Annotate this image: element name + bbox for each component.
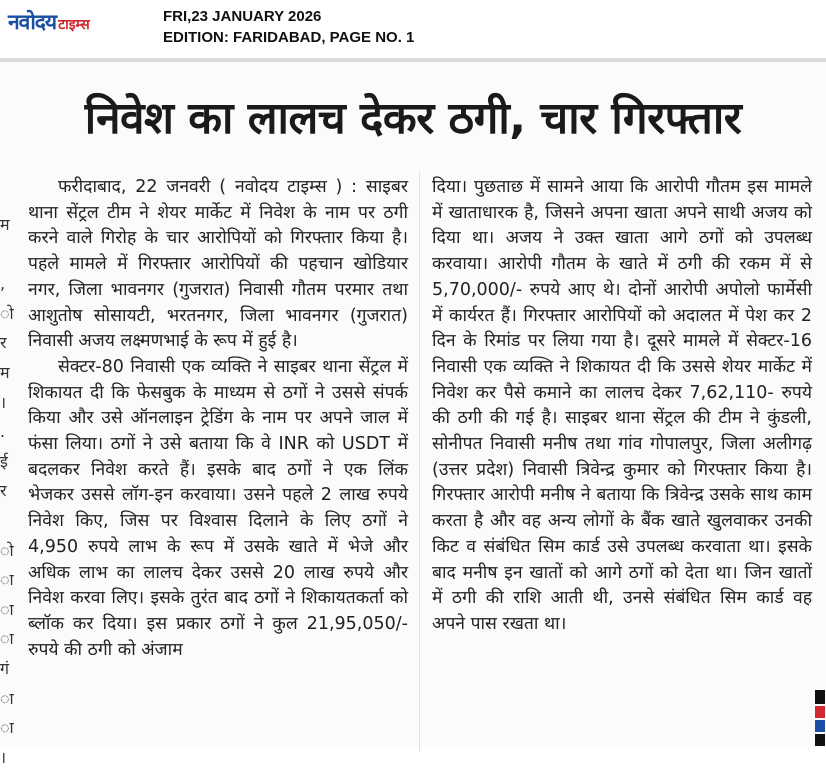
column1-paragraph-2: सेक्टर-80 निवासी एक व्यक्ति ने साइबर थाना सेंट्रल में शिकायत दी कि फेसबुक के माध्यम से ठगों ने उससे संपर्क किया और उसे ऑनलाइन ट्रेडिंग के नाम पर अपने जाल में फंसा लिया। ठगों ने उसे बताया कि वे INR को USDT में बदलकर निवेश करते हैं। इसके बाद ठगों ने एक लिंक भेजकर उससे लॉग-इन करवाया। उसने पहले 2 लाख रुपये निवेश किए, जिस पर विश्वास दिलाने के लिए ठगों ने 4,950 रुपये लाभ के रूप में उसके खाते में भेजे और अधिक लाभ का लालच देकर उससे 20 लाख रुपये और निवेश करवा लिए। इसके तुरंत बाद ठगों ने शिकायतकर्ता को ब्लॉक कर दिया। इस प्रकार ठगों ने कुल 21,95,050/- रुपये की ठगी को अंजाम bbox=[28, 356, 408, 660]
previous-column-fragment-char: म bbox=[0, 215, 10, 234]
previous-column-fragment-char: ई bbox=[0, 451, 8, 471]
article-headline: निवेश का लालच देकर ठगी, चार गिरफ्तार bbox=[84, 93, 742, 144]
previous-column-fragment-char: ा bbox=[0, 629, 14, 649]
previous-column-fragment-char: ा bbox=[0, 718, 14, 738]
column1-paragraph-1: फरीदाबाद, 22 जनवरी ( नवोदय टाइम्स ) : साइबर थाना सेंट्रल टीम ने शेयर मार्केट में निवेश के नाम पर ठगी करने वाले गिरोह के चार आरोपियों को गिरफ्तार किया है। पहले मामले में गिरफ्तार आरोपियों की पहचान खोडियार नगर, जिला भावनगर (गुजरात) निवासी गौतम परमार तथा आशुतोष सोसायटी, भरतनगर, जिला भावनगर (गुजरात) निवासी अजय लक्ष्मणभाई के रूप में हुई है। bbox=[28, 177, 408, 352]
edition-line: EDITION: FARIDABAD, PAGE NO. 1 bbox=[163, 29, 415, 46]
previous-column-fragment-char: ा bbox=[0, 688, 14, 708]
previous-column-fragment-char: ा bbox=[0, 599, 14, 619]
previous-column-fragment-char: ो bbox=[0, 540, 14, 560]
article-clipping bbox=[0, 62, 826, 767]
previous-column-fragment-char: । bbox=[0, 747, 7, 767]
previous-column-fragment-char: म bbox=[0, 362, 10, 382]
previous-column-fragment bbox=[0, 210, 14, 772]
article-column-1 bbox=[28, 175, 408, 663]
previous-column-fragment-char: । bbox=[0, 392, 7, 412]
logo-sub-text: टाइम्स bbox=[58, 17, 90, 33]
previous-column-fragment-char: र bbox=[0, 481, 7, 501]
article-column-2 bbox=[432, 175, 812, 638]
previous-column-fragment-char: गं bbox=[0, 658, 10, 678]
masthead bbox=[0, 0, 826, 56]
previous-column-fragment-char: ा bbox=[0, 570, 14, 590]
previous-column-fragment-char: ो bbox=[0, 303, 14, 323]
date-line: FRI,23 JANUARY 2026 bbox=[163, 8, 322, 25]
previous-column-fragment-char: र bbox=[0, 333, 7, 353]
previous-column-fragment-char bbox=[0, 506, 14, 536]
logo-main-text: नवोदय bbox=[8, 10, 57, 34]
edition-info bbox=[163, 6, 414, 48]
edge-ad-icon bbox=[815, 690, 825, 746]
newspaper-logo[interactable] bbox=[8, 8, 90, 32]
previous-column-fragment-char bbox=[0, 240, 14, 270]
column-divider bbox=[419, 172, 420, 752]
previous-column-fragment-char: , bbox=[0, 274, 6, 294]
column2-paragraph-1: दिया। पुछताछ में सामने आया कि आरोपी गौतम इस मामले में खाताधारक है, जिसने अपना खाता अपने साथी अजय को दिया था। अजय ने उक्त खाता आगे ठगों को उपलब्ध करवाया। आरोपी गौतम के खाते में ठगी की रकम में से 5,70,000/- रुपये आए थे। दोनों आरोपी अपोलो फार्मेसी में कार्यरत हैं। गिरफ्तार आरोपियों को अदालत में पेश कर 2 दिन के रिमांड पर लिया गया है। दूसरे मामले में सेक्टर-16 निवासी एक व्यक्ति ने शिकायत दी कि उससे शेयर मार्केट में निवेश कर पैसे कमाने का लालच देकर 7,62,110- रुपये की ठगी की गई है। साइबर थाना सेंट्रल की टीम ने कुंडली, सोनीपत निवासी मनीष तथा गांव गोपालपुर, जिला अलीगढ़ (उत्तर प्रदेश) निवासी त्रिवेन्द्र कुमार को गिरफ्तार किया है। गिरफ्तार आरोपी मनीष ने बताया कि त्रिवेन्द्र उसके साथ काम करता है और वह अन्य लोगों के बैंक खाते खुलवाकर उनकी किट व संबंधित सिम कार्ड उसे उपलब्ध करवाता था। इसके बाद मनीष इन खातों को आगे ठगों को देता था। जिन खातों में ठगी की राशि आती थी, उनसे संबंधित सिम कार्ड वह अपने पास रखता था। bbox=[432, 177, 812, 634]
previous-column-fragment-char: . bbox=[0, 422, 6, 442]
